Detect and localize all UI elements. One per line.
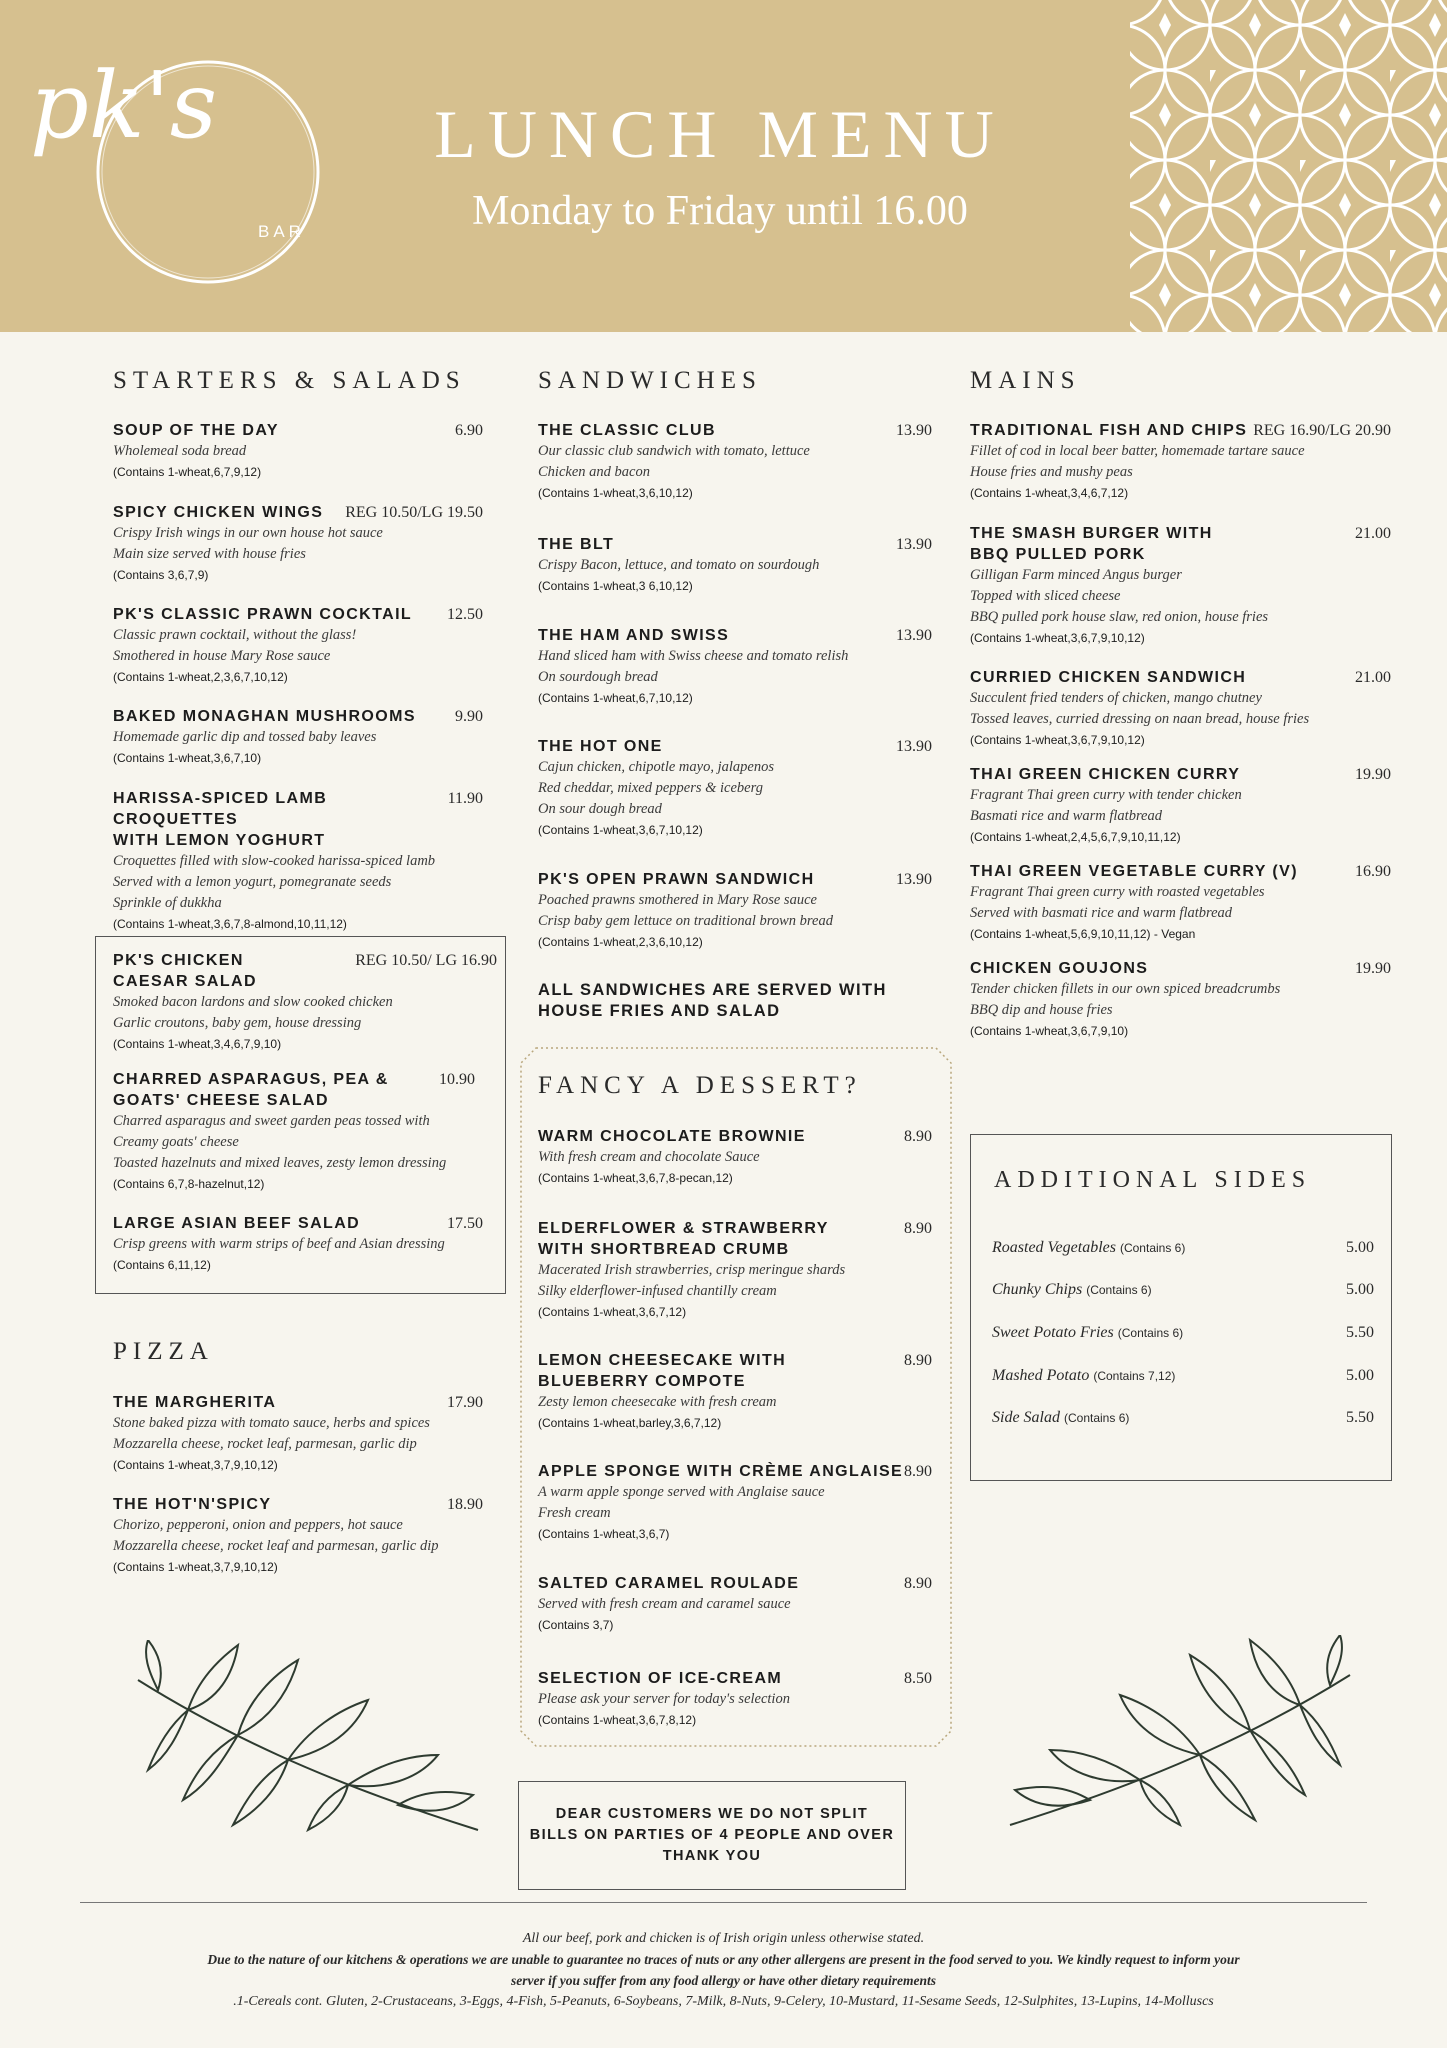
item-name-line2: BLUEBERRY COMPOTE [538,1373,746,1390]
side-item [992,1237,1374,1259]
item-allergen: (Contains 1-wheat,2,3,6,10,12) [538,935,703,949]
menu-item [113,502,483,586]
item-desc: Cajun chicken, chipotle mayo, jalapenos [538,759,774,775]
item-price: 8.90 [904,1463,932,1480]
item-desc: Fresh cream [538,1505,611,1521]
item-allergen: (Contains 1-wheat,3,7,9,10,12) [113,1560,278,1574]
side-item [992,1407,1374,1429]
item-desc: Crispy Bacon, lettuce, and tomato on sourdough [538,557,820,573]
item-desc: Crispy Irish wings in our own house hot sauce [113,525,383,541]
item-name: THE BLT [538,536,615,553]
menu-item [538,1573,932,1636]
item-allergen: (Contains 1-wheat,3,6,7,12) [538,1305,687,1319]
menu-item [538,869,932,953]
menu-item [970,764,1391,848]
note-line: HOUSE FRIES AND SALAD [538,1002,781,1020]
item-name: CURRIED CHICKEN SANDWICH [970,669,1247,686]
item-allergen: (Contains 6,11,12) [113,1258,211,1272]
item-allergen: (Contains 1-wheat,3,4,6,7,12) [970,486,1129,500]
item-name: THE MARGHERITA [113,1394,277,1411]
item-desc: Chorizo, pepperoni, onion and peppers, hot sauce [113,1517,403,1533]
item-desc: Classic prawn cocktail, without the glass! [113,627,357,643]
item-name: THE HAM AND SWISS [538,627,730,644]
menu-item [970,420,1391,504]
item-name: SOUP OF THE DAY [113,422,279,439]
item-name-line2: WITH LEMON YOGHURT [113,832,326,849]
item-desc: BBQ pulled pork house slaw, red onion, house fries [970,609,1269,625]
item-price: 11.90 [447,790,483,807]
menu-item [113,706,483,769]
item-desc: House fries and mushy peas [970,464,1133,480]
item-price: 21.00 [1355,669,1391,686]
item-name-line2: GOATS' CHEESE SALAD [113,1092,329,1109]
menu-item [113,420,483,483]
item-allergen: (Contains 1-wheat,3,6,7) [538,1527,670,1541]
menu-item [538,1668,932,1731]
item-price: REG 10.50/ LG 16.90 [355,952,497,969]
notice-text [527,1804,897,1867]
item-name: PK'S OPEN PRAWN SANDWICH [538,871,815,888]
item-desc: Please ask your server for today's selection [538,1691,790,1707]
item-price: 13.90 [896,871,932,888]
menu-item [970,958,1391,1042]
item-desc: Our classic club sandwich with tomato, lettuce [538,443,810,459]
item-desc: Served with basmati rice and warm flatbread [970,905,1233,921]
menu-item [538,534,932,597]
item-allergen: (Contains 1-wheat,5,6,9,10,11,12) - Vegan [970,927,1196,941]
item-allergen: (Contains 1-wheat,barley,3,6,7,12) [538,1416,722,1430]
item-name: PK'S CLASSIC PRAWN COCKTAIL [113,606,413,623]
item-desc: Toasted hazelnuts and mixed leaves, zesty lemon dressing [113,1155,447,1171]
item-desc: A warm apple sponge served with Anglaise sauce [538,1484,825,1500]
item-allergen: (Contains 1-wheat,3,4,6,7,9,10) [113,1037,282,1051]
item-name: TRADITIONAL FISH AND CHIPS [970,422,1248,439]
item-desc: Crisp baby gem lettuce on traditional brown bread [538,913,833,929]
item-allergen: (Contains 1-wheat,3,6,10,12) [538,486,693,500]
item-desc: Fragrant Thai green curry with roasted vegetables [970,884,1265,900]
item-desc: Sprinkle of dukkha [113,895,222,911]
side-allergen: (Contains 7,12) [1093,1369,1176,1383]
item-name: APPLE SPONGE WITH CRÈME ANGLAISE [538,1463,904,1480]
item-price: 13.90 [896,422,932,439]
item-price: 21.00 [1355,525,1391,542]
item-price: 8.90 [904,1352,932,1369]
item-price: 10.90 [439,1071,475,1088]
item-name: THE SMASH BURGER WITH [970,525,1213,542]
item-price: 9.90 [455,708,483,725]
notice-line: THANK YOU [662,1848,762,1864]
item-allergen: (Contains 6,7,8-hazelnut,12) [113,1177,265,1191]
dessert-title: FANCY A DESSERT? [538,1072,862,1099]
side-price: 5.50 [1346,1324,1374,1341]
item-desc: Succulent fried tenders of chicken, mango chutney [970,690,1262,706]
item-price: 19.90 [1355,960,1391,977]
item-name: HARISSA-SPICED LAMB CROQUETTES [113,790,328,828]
item-price: 8.90 [904,1575,932,1592]
item-desc: Smoked bacon lardons and slow cooked chicken [113,994,393,1010]
item-price: 16.90 [1355,863,1391,880]
item-name-line2: CAESAR SALAD [113,973,257,990]
menu-item [538,420,932,504]
leaf-illustration-right-icon [1000,1635,1360,1835]
item-desc: Topped with sliced cheese [970,588,1121,604]
sandwiches-note [538,980,932,1022]
menu-item [538,625,932,709]
item-desc: Macerated Irish strawberries, crisp meringue shards [538,1262,846,1278]
item-name-line2: WITH SHORTBREAD CRUMB [538,1241,790,1258]
side-allergen: (Contains 6) [1064,1411,1130,1425]
side-price: 5.50 [1346,1409,1374,1426]
item-name: THE HOT'N'SPICY [113,1496,272,1513]
side-name: Sweet Potato Fries [992,1324,1114,1341]
page-subtitle: Monday to Friday until 16.00 [472,188,968,234]
item-price: 18.90 [447,1496,483,1513]
item-desc: Gilligan Farm minced Angus burger [970,567,1182,583]
item-name: ELDERFLOWER & STRAWBERRY [538,1220,829,1237]
item-name: THE CLASSIC CLUB [538,422,716,439]
item-desc: Garlic croutons, baby gem, house dressing [113,1015,362,1031]
item-name: SELECTION OF ICE-CREAM [538,1670,783,1687]
side-name: Side Salad [992,1409,1060,1426]
menu-item [113,1494,483,1578]
item-name: PK'S CHICKEN [113,952,244,969]
side-name: Roasted Vegetables [992,1239,1116,1256]
item-name: BAKED MONAGHAN MUSHROOMS [113,708,416,725]
item-desc: With fresh cream and chocolate Sauce [538,1149,760,1165]
item-price: 17.50 [447,1215,483,1232]
menu-item [113,1213,483,1276]
item-desc: Charred asparagus and sweet garden peas tossed with [113,1113,430,1129]
item-price: 12.50 [447,606,483,623]
item-allergen: (Contains 1-wheat,3 6,10,12) [538,579,693,593]
side-name: Chunky Chips [992,1281,1083,1298]
notice-line: DEAR CUSTOMERS WE DO NOT SPLIT [555,1806,869,1822]
footer-line: All our beef, pork and chicken is of Irish origin unless otherwise stated. [522,1931,925,1946]
item-desc: Mozzarella cheese, rocket leaf, parmesan, garlic dip [113,1436,417,1452]
item-desc: Stone baked pizza with tomato sauce, herbs and spices [113,1415,430,1431]
item-desc: Tossed leaves, curried dressing on naan bread, house fries [970,711,1310,727]
item-allergen: (Contains 1-wheat,2,3,6,7,10,12) [113,670,288,684]
item-name: THAI GREEN CHICKEN CURRY [970,766,1241,783]
menu-item [538,1461,932,1545]
footer-line: .1-Cereals cont. Gluten, 2-Crustaceans, 3-Eggs, 4-Fish, 5-Peanuts, 6-Soybeans, 7-Milk, 8-Nuts, 9-Celery, 10-Mustard, 11-Sesame Seeds, 12-Sulphites, 13-Lupins, 14-Molluscs [233,1994,1214,2009]
item-allergen: (Contains 3,7) [538,1618,614,1632]
item-desc: Fragrant Thai green curry with tender chicken [970,787,1242,803]
leaf-illustration-left-icon [128,1640,488,1840]
page-title: LUNCH MENU [434,96,1006,172]
side-allergen: (Contains 6) [1086,1283,1152,1297]
side-name: Mashed Potato [992,1367,1090,1384]
menu-item [970,523,1391,649]
side-price: 5.00 [1346,1281,1374,1298]
side-price: 5.00 [1346,1239,1374,1256]
item-allergen: (Contains 1-wheat,3,6,7,8,12) [538,1713,697,1727]
item-desc: Crisp greens with warm strips of beef and Asian dressing [113,1236,445,1252]
item-allergen: (Contains 1-wheat,3,6,7,9,10,12) [970,631,1145,645]
note-line: ALL SANDWICHES ARE SERVED WITH [538,981,887,999]
item-desc: Silky elderflower-infused chantilly cream [538,1283,777,1299]
item-name: SALTED CARAMEL ROULADE [538,1575,800,1592]
mains-title: MAINS [970,367,1081,394]
item-name: SPICY CHICKEN WINGS [113,504,324,521]
item-desc: Tender chicken fillets in our own spiced breadcrumbs [970,981,1281,997]
menu-item [113,1392,483,1476]
item-allergen: (Contains 1-wheat,3,6,7,8-almond,10,11,12) [113,917,347,931]
menu-item [538,736,932,841]
item-price: 8.50 [904,1670,932,1687]
footer-divider [80,1902,1367,1903]
item-desc: Mozzarella cheese, rocket leaf and parmesan, garlic dip [113,1538,439,1554]
item-price: 13.90 [896,738,932,755]
item-allergen: (Contains 1-wheat,2,4,5,6,7,9,10,11,12) [970,830,1181,844]
item-allergen: (Contains 1-wheat,6,7,9,12) [113,465,262,479]
item-desc: Poached prawns smothered in Mary Rose sauce [538,892,817,908]
item-price: 13.90 [896,536,932,553]
item-desc: Hand sliced ham with Swiss cheese and tomato relish [538,648,849,664]
menu-item [970,667,1391,751]
menu-item [113,950,497,1055]
item-price: REG 16.90/LG 20.90 [1253,422,1391,439]
item-name-line2: BBQ PULLED PORK [970,546,1146,563]
item-allergen: (Contains 1-wheat,3,6,7,10,12) [538,823,703,837]
item-desc: Chicken and bacon [538,464,650,480]
footer-text [80,1928,1367,2012]
item-price: 17.90 [447,1394,483,1411]
item-name: THE HOT ONE [538,738,663,755]
footer-line: server if you suffer from any food allergy or have other dietary requirements [511,1973,936,1988]
item-name: CHARRED ASPARAGUS, PEA & [113,1071,389,1088]
menu-item [538,1350,932,1434]
item-name: LEMON CHEESECAKE WITH [538,1352,787,1369]
menu-item [970,861,1391,945]
menu-item [538,1126,932,1189]
item-price: 6.90 [455,422,483,439]
item-allergen: (Contains 1-wheat,3,6,7,8-pecan,12) [538,1171,733,1185]
menu-item [538,1218,932,1323]
side-item [992,1365,1374,1387]
side-item [992,1279,1374,1301]
item-price: REG 10.50/LG 19.50 [345,504,483,521]
logo-subtext: BAR [258,222,305,241]
item-price: 13.90 [896,627,932,644]
sandwiches-title: SANDWICHES [538,367,762,394]
item-desc: Served with fresh cream and caramel sauce [538,1596,791,1612]
item-desc: Wholemeal soda bread [113,443,247,459]
item-name: THAI GREEN VEGETABLE CURRY (V) [970,863,1298,880]
item-desc: Smothered in house Mary Rose sauce [113,648,331,664]
item-desc: Red cheddar, mixed peppers & iceberg [538,780,763,796]
item-allergen: (Contains 1-wheat,6,7,10,12) [538,691,693,705]
item-name: LARGE ASIAN BEEF SALAD [113,1215,361,1232]
item-name: WARM CHOCOLATE BROWNIE [538,1128,806,1145]
item-price: 8.90 [904,1220,932,1237]
footer-line: Due to the nature of our kitchens & operations we are unable to guarantee no traces of nuts or any other allergens are present in the food served to you. We kindly request to inform your [207,1952,1240,1967]
starters-title: STARTERS & SALADS [113,367,466,394]
menu-item [113,604,483,688]
item-name: CHICKEN GOUJONS [970,960,1149,977]
item-desc: On sour dough bread [538,801,662,817]
item-desc: Fillet of cod in local beer batter, homemade tartare sauce [970,443,1305,459]
side-allergen: (Contains 6) [1117,1326,1184,1340]
side-price: 5.00 [1346,1367,1374,1384]
item-price: 19.90 [1355,766,1391,783]
sides-title: ADDITIONAL SIDES [994,1167,1312,1193]
pizza-title: PIZZA [113,1338,214,1365]
item-allergen: (Contains 1-wheat,3,7,9,10,12) [113,1458,278,1472]
notice-box [518,1781,906,1890]
side-allergen: (Contains 6) [1119,1241,1186,1255]
item-price: 8.90 [904,1128,932,1145]
item-desc: Basmati rice and warm flatbread [970,808,1162,824]
header-banner [0,0,1447,332]
menu-item [113,1069,475,1195]
item-desc: Served with a lemon yogurt, pomegranate seeds [113,874,392,890]
item-desc: Croquettes filled with slow-cooked harissa-spiced lamb [113,853,436,869]
item-allergen: (Contains 1-wheat,3,6,7,9,10,12) [970,733,1145,747]
item-desc: Creamy goats' cheese [113,1134,239,1150]
item-desc: On sourdough bread [538,669,658,685]
item-desc: Main size served with house fries [113,546,306,562]
item-desc: Homemade garlic dip and tossed baby leaves [113,729,377,745]
item-allergen: (Contains 1-wheat,3,6,7,9,10) [970,1024,1129,1038]
notice-line: BILLS ON PARTIES OF 4 PEOPLE AND OVER [529,1827,895,1843]
item-desc: Zesty lemon cheesecake with fresh cream [538,1394,777,1410]
logo-text: pk's [30,52,218,159]
item-allergen: (Contains 3,6,7,9) [113,568,209,582]
menu-item [113,788,483,935]
side-item [992,1322,1374,1344]
geometric-pattern-icon [1130,0,1447,332]
item-allergen: (Contains 1-wheat,3,6,7,10) [113,751,262,765]
item-desc: BBQ dip and house fries [970,1002,1113,1018]
